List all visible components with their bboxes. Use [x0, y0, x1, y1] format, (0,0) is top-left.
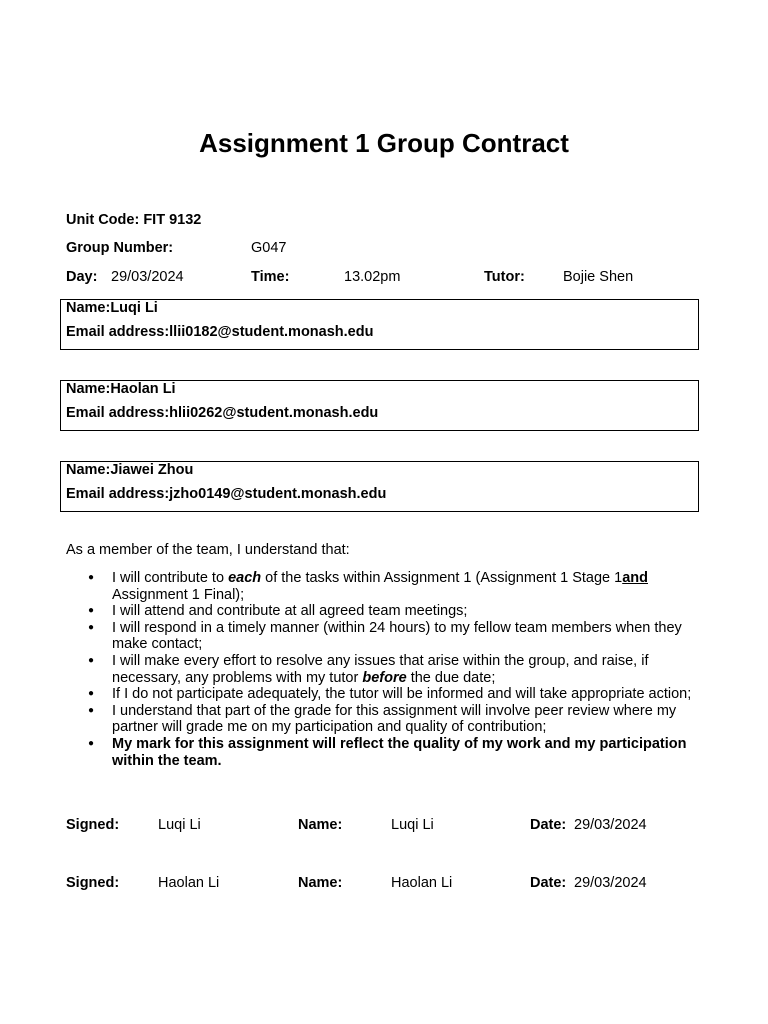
tutor-label: Tutor: — [484, 269, 525, 285]
member-name: Name:Haolan Li — [66, 381, 176, 397]
terms-list — [66, 570, 706, 769]
date-value: 29/03/2024 — [574, 875, 647, 891]
term-item: ● My mark for this assignment will reflect the quality of my work and my participation within the team. — [66, 736, 706, 769]
member-box — [60, 380, 699, 431]
term-item: ● I will contribute to each of the tasks within Assignment 1 (Assignment 1 Stage 1and Assignment 1 Final); — [66, 570, 706, 603]
name-value: Haolan Li — [391, 875, 453, 891]
term-item: ● I understand that part of the grade for this assignment will involve peer review where my partner will grade me on my participation and quality of contribution; — [66, 703, 706, 736]
term-item: ● If I do not participate adequately, the tutor will be informed and will take appropriate action; — [66, 686, 706, 703]
day-value: 29/03/2024 — [111, 269, 184, 285]
day-label: Day: — [66, 269, 98, 285]
signed-value: Haolan Li — [158, 875, 220, 891]
unit-code: Unit Code: FIT 9132 — [66, 212, 202, 228]
member-box — [60, 299, 699, 350]
time-value: 13.02pm — [344, 269, 401, 285]
signature-row — [66, 817, 706, 837]
member-email: Email address:hlii0262@student.monash.edu — [66, 405, 379, 421]
time-label: Time: — [251, 269, 290, 285]
date-label: Date: — [530, 875, 567, 891]
name-label: Name: — [298, 875, 343, 891]
member-email: Email address:llii0182@student.monash.edu — [66, 324, 374, 340]
member-email: Email address:jzho0149@student.monash.edu — [66, 486, 387, 502]
term-item: ● I will make every effort to resolve any issues that arise within the group, and raise, if necessary, any problems with my tutor before the due date; — [66, 653, 706, 686]
member-name: Name:Jiawei Zhou — [66, 462, 194, 478]
date-value: 29/03/2024 — [574, 817, 647, 833]
tutor-value: Bojie Shen — [563, 269, 634, 285]
term-item: ● I will attend and contribute at all agreed team meetings; — [66, 603, 706, 620]
name-value: Luqi Li — [391, 817, 434, 833]
signed-label: Signed: — [66, 875, 120, 891]
intro-text: As a member of the team, I understand that: — [66, 542, 350, 558]
name-label: Name: — [298, 817, 343, 833]
member-box — [60, 461, 699, 512]
signed-value: Luqi Li — [158, 817, 201, 833]
term-item: ● I will respond in a timely manner (within 24 hours) to my fellow team members when they make contact; — [66, 620, 706, 653]
member-name: Name:Luqi Li — [66, 300, 158, 316]
signed-label: Signed: — [66, 817, 120, 833]
date-label: Date: — [530, 817, 567, 833]
signature-row — [66, 875, 706, 895]
group-number-label: Group Number: — [66, 240, 174, 256]
group-number-value: G047 — [251, 240, 287, 256]
document-title: Assignment 1 Group Contract — [199, 128, 569, 158]
